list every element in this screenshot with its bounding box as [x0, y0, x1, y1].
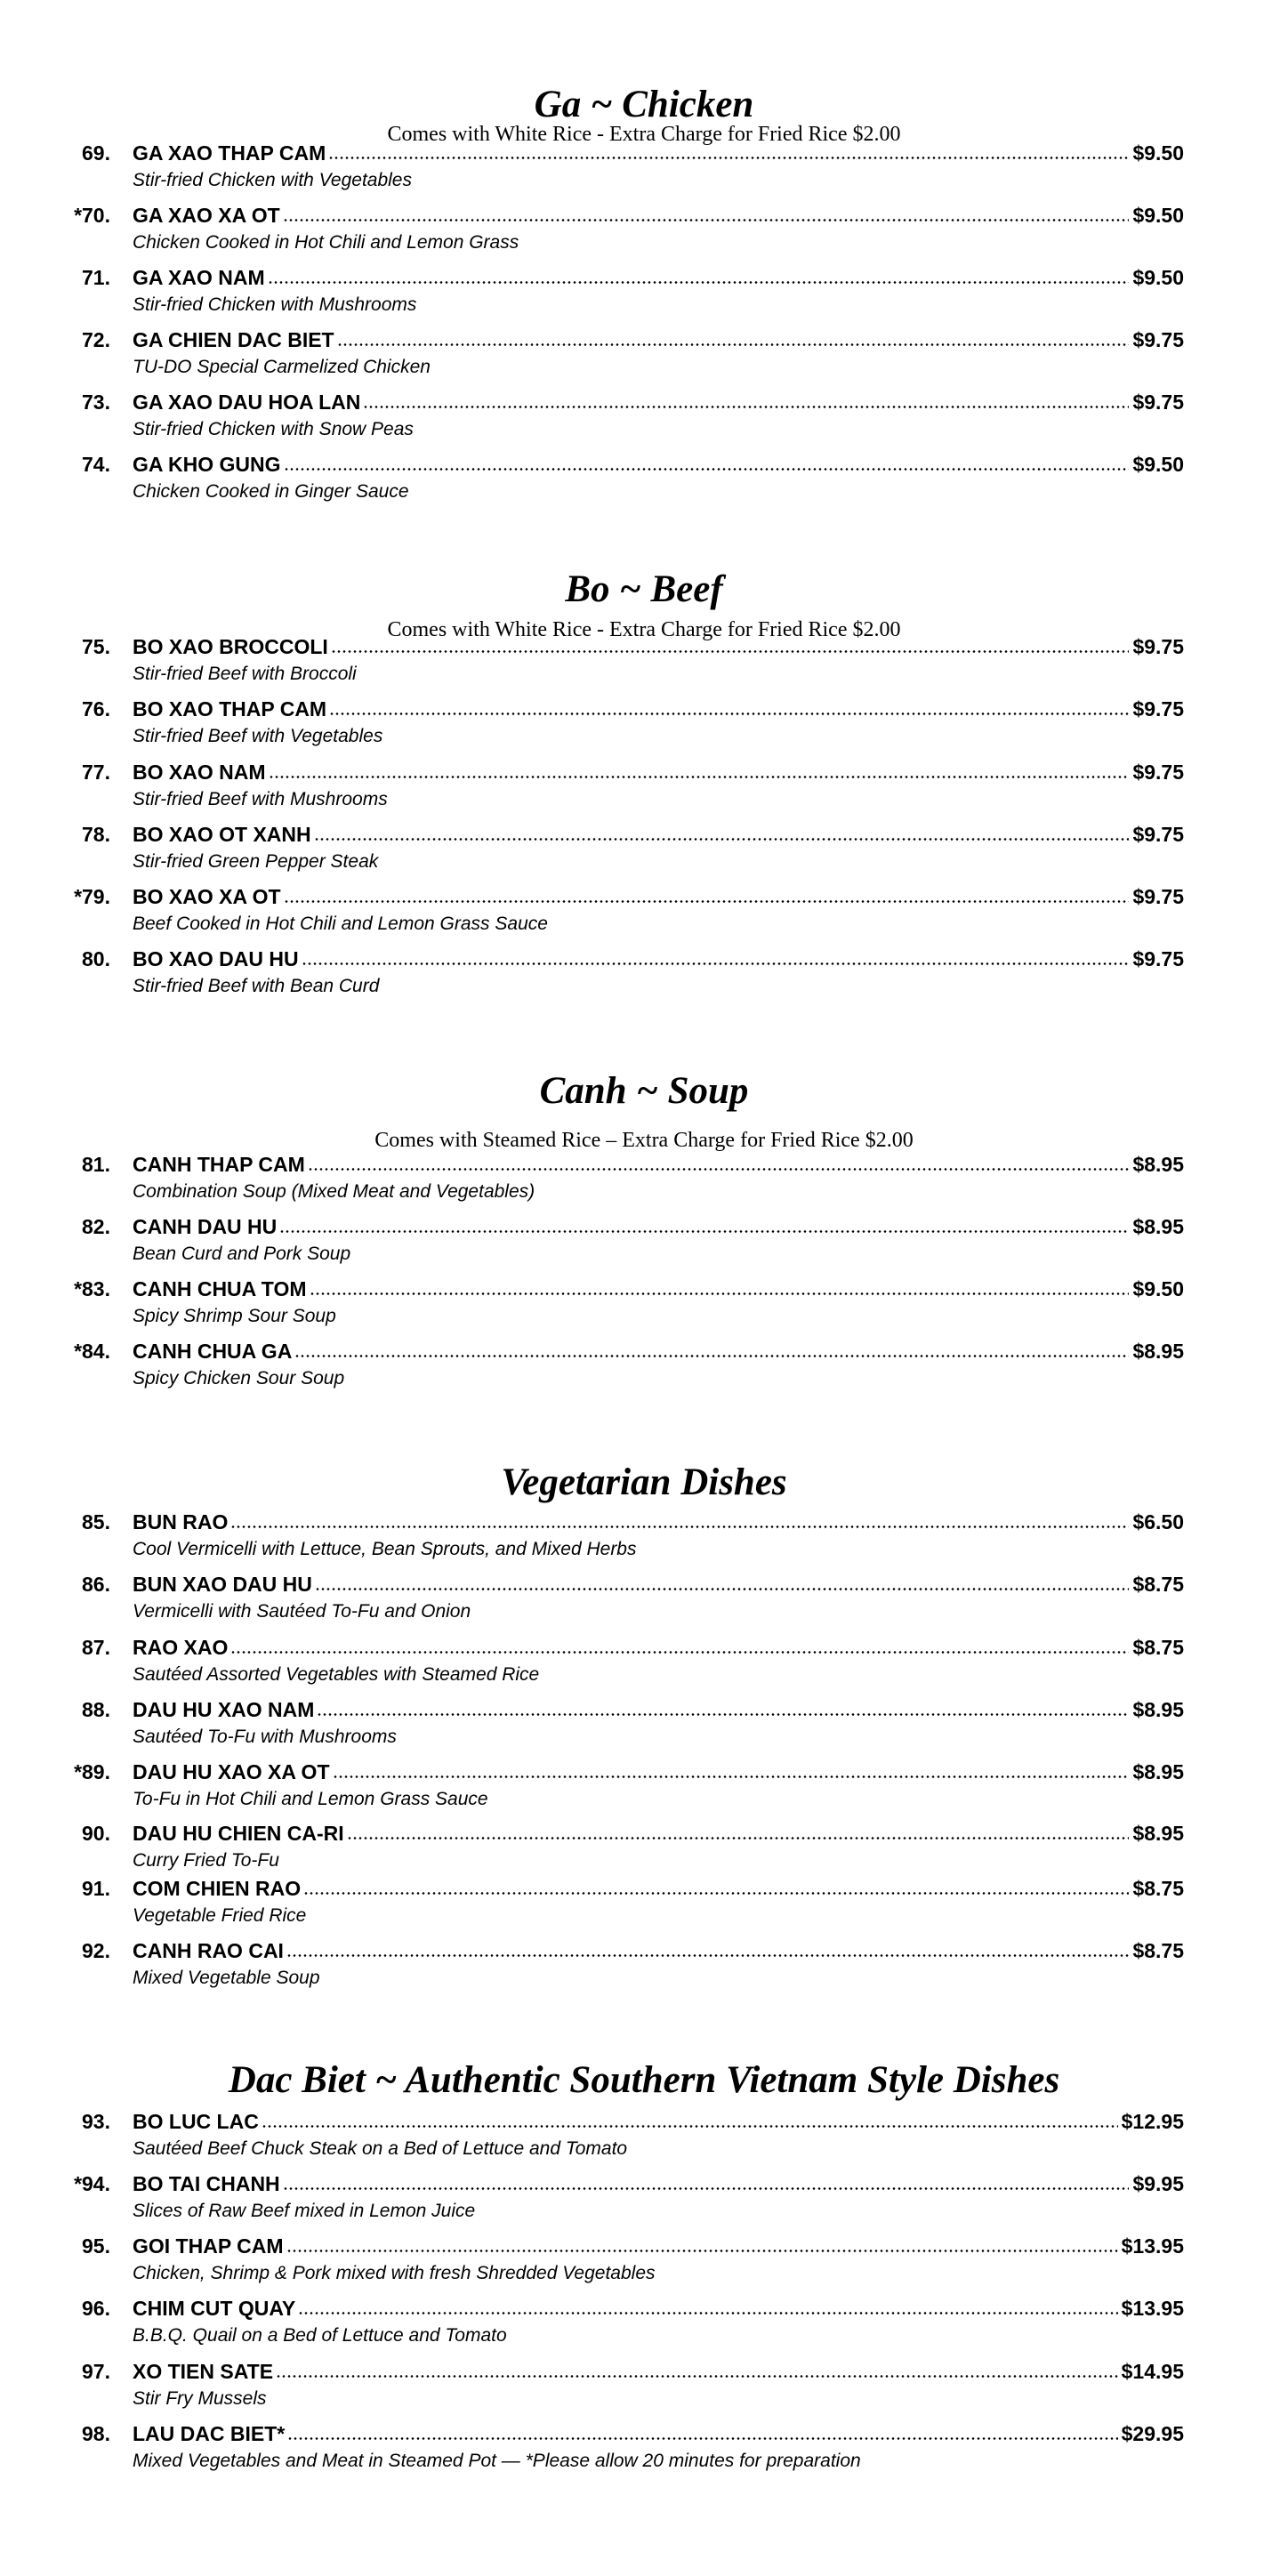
menu-item: [0, 1823, 1288, 1877]
item-line: [133, 1279, 1184, 1300]
item-description: Stir-fried Beef with Bean Curd: [133, 975, 380, 996]
menu-item: [0, 205, 1288, 259]
item-line: [133, 1823, 1184, 1844]
item-line: [133, 762, 1184, 783]
item-name: DAU HU XAO XA OT: [133, 1760, 330, 1784]
dotted-leader: [276, 2375, 1118, 2378]
item-line: [133, 2236, 1184, 2257]
item-description: Sautéed To-Fu with Mushrooms: [133, 1726, 397, 1747]
item-name: XO TIEN SATE: [133, 2360, 274, 2384]
item-price: $9.50: [1132, 141, 1184, 165]
item-description: Spicy Shrimp Sour Soup: [133, 1305, 336, 1326]
item-name: BO XAO NAM: [133, 761, 266, 785]
menu-item: [0, 1762, 1288, 1815]
item-line: [133, 1638, 1184, 1658]
item-number: 71.: [82, 266, 110, 290]
item-price: $8.75: [1132, 1636, 1184, 1660]
menu-item: [0, 143, 1288, 197]
menu-item: [0, 887, 1288, 940]
item-price: $9.50: [1132, 1277, 1184, 1301]
item-line: [133, 1700, 1184, 1720]
item-price: $8.75: [1132, 1939, 1184, 1963]
item-number: 78.: [82, 823, 110, 847]
item-line: [133, 2298, 1184, 2319]
item-description: Cool Vermicelli with Lettuce, Bean Sprouts, and Mixed Herbs: [133, 1538, 637, 1559]
item-name: GA XAO XA OT: [133, 204, 280, 228]
item-price: $29.95: [1121, 2422, 1184, 2446]
item-number: 75.: [82, 635, 110, 659]
menu-item: [0, 2112, 1288, 2165]
item-price: $9.75: [1132, 635, 1184, 659]
item-name: BO LUC LAC: [133, 2110, 259, 2134]
item-number: 86.: [82, 1573, 110, 1597]
item-description: Slices of Raw Beef mixed in Lemon Juice: [133, 2200, 476, 2221]
item-name: CANH THAP CAM: [133, 1153, 305, 1177]
item-name: COM CHIEN RAO: [133, 1877, 302, 1901]
item-description: Curry Fried To-Fu: [133, 1849, 279, 1871]
dotted-leader: [337, 343, 1130, 346]
item-description: Stir-fried Beef with Mushrooms: [133, 788, 388, 809]
menu-item: [0, 1638, 1288, 1691]
item-number: 77.: [82, 761, 110, 785]
item-line: [133, 143, 1184, 164]
item-price: $8.95: [1132, 1340, 1184, 1364]
item-number: *79.: [74, 885, 110, 909]
item-description: Stir-fried Green Pepper Steak: [133, 850, 379, 872]
menu-item: [0, 762, 1288, 816]
dotted-leader: [283, 2187, 1130, 2190]
dotted-leader: [308, 1168, 1130, 1171]
item-description: Spicy Chicken Sour Soup: [133, 1367, 345, 1389]
item-description: Chicken Cooked in Ginger Sauce: [133, 480, 409, 502]
item-description: Mixed Vegetables and Meat in Steamed Pot — *Please allow 20 minutes for preparation: [133, 2450, 861, 2471]
dotted-leader: [230, 1651, 1129, 1654]
item-description: To-Fu in Hot Chili and Lemon Grass Sauce: [133, 1788, 488, 1809]
dotted-leader: [283, 219, 1130, 221]
item-price: $12.95: [1121, 2110, 1184, 2134]
item-description: Vermicelli with Sautéed To-Fu and Onion: [133, 1600, 471, 1622]
item-number: 91.: [82, 1877, 110, 1901]
item-number: *70.: [74, 204, 110, 228]
dotted-leader: [294, 1355, 1129, 1357]
dotted-leader: [279, 1230, 1129, 1233]
item-number: 87.: [82, 1636, 110, 1660]
item-number: *84.: [74, 1340, 110, 1364]
dotted-leader: [302, 962, 1130, 965]
section-subtitle-beef: Comes with White Rice - Extra Charge for Fried Rice $2.00: [387, 617, 901, 641]
item-line: [133, 1341, 1184, 1362]
dotted-leader: [269, 776, 1130, 778]
dotted-leader: [333, 1775, 1130, 1778]
item-number: 97.: [82, 2360, 110, 2384]
item-line: [133, 268, 1184, 288]
item-number: 82.: [82, 1215, 110, 1239]
item-description: Bean Curd and Pork Soup: [133, 1243, 351, 1264]
item-number: 73.: [82, 390, 110, 415]
item-price: $6.50: [1132, 1510, 1184, 1534]
item-price: $8.95: [1132, 1698, 1184, 1722]
item-description: Chicken, Shrimp & Pork mixed with fresh Shredded Vegetables: [133, 2262, 656, 2283]
item-price: $9.75: [1132, 390, 1184, 415]
item-line: [133, 2112, 1184, 2132]
item-price: $9.95: [1132, 2172, 1184, 2196]
item-price: $8.95: [1132, 1760, 1184, 1784]
item-name: BUN RAO: [133, 1510, 229, 1534]
item-description: Stir-fried Chicken with Vegetables: [133, 169, 412, 190]
item-number: 92.: [82, 1939, 110, 1963]
item-line: [133, 330, 1184, 350]
item-price: $9.75: [1132, 885, 1184, 909]
dotted-leader: [286, 1954, 1129, 1957]
item-description: B.B.Q. Quail on a Bed of Lettuce and Tomato: [133, 2324, 507, 2346]
item-name: BO TAI CHANH: [133, 2172, 280, 2196]
item-description: Combination Soup (Mixed Meat and Vegetables): [133, 1180, 535, 1202]
item-price: $13.95: [1121, 2297, 1184, 2321]
item-line: [133, 949, 1184, 970]
item-number: 98.: [82, 2422, 110, 2446]
item-number: *94.: [74, 2172, 110, 2196]
item-number: *83.: [74, 1277, 110, 1301]
item-price: $8.95: [1132, 1822, 1184, 1846]
dotted-leader: [310, 1292, 1130, 1295]
item-name: GA CHIEN DAC BIET: [133, 328, 334, 352]
dotted-leader: [329, 712, 1129, 715]
item-number: 93.: [82, 2110, 110, 2134]
item-price: $9.75: [1132, 947, 1184, 971]
item-name: CANH RAO CAI: [133, 1939, 284, 1963]
menu-item: [0, 1879, 1288, 1932]
menu-item: [0, 2236, 1288, 2290]
item-name: GA KHO GUNG: [133, 453, 281, 477]
item-price: $8.75: [1132, 1573, 1184, 1597]
menu-item: [0, 1155, 1288, 1208]
item-description: Stir-fried Beef with Vegetables: [133, 725, 383, 746]
item-name: DAU HU CHIEN CA-RI: [133, 1822, 344, 1846]
menu-item: [0, 2362, 1288, 2415]
item-number: 69.: [82, 141, 110, 165]
item-line: [133, 205, 1184, 226]
item-line: [133, 699, 1184, 720]
item-price: $13.95: [1121, 2234, 1184, 2258]
dotted-leader: [298, 2312, 1117, 2314]
dotted-leader: [303, 1892, 1129, 1895]
menu-item: [0, 2424, 1288, 2477]
menu-item: [0, 1279, 1288, 1332]
item-price: $9.50: [1132, 204, 1184, 228]
item-number: 96.: [82, 2297, 110, 2321]
menu-item: [0, 1574, 1288, 1628]
item-description: Sautéed Beef Chuck Steak on a Bed of Lettuce and Tomato: [133, 2137, 628, 2159]
section-subtitle-chicken: Comes with White Rice - Extra Charge for Fried Rice $2.00: [387, 122, 901, 146]
item-description: Beef Cooked in Hot Chili and Lemon Grass Sauce: [133, 913, 548, 934]
menu-item: [0, 699, 1288, 753]
menu-item: [0, 392, 1288, 446]
menu-item: [0, 1341, 1288, 1395]
item-line: [133, 637, 1184, 657]
item-name: GA XAO THAP CAM: [133, 141, 326, 165]
item-description: Chicken Cooked in Hot Chili and Lemon Grass: [133, 231, 519, 253]
menu-item: [0, 949, 1288, 1002]
dotted-leader: [286, 2250, 1118, 2252]
dotted-leader: [328, 157, 1129, 159]
item-line: [133, 2424, 1184, 2444]
dotted-leader: [363, 406, 1129, 408]
item-name: BO XAO XA OT: [133, 885, 281, 909]
item-name: CANH CHUA TOM: [133, 1277, 307, 1301]
item-number: 74.: [82, 453, 110, 477]
item-name: BUN XAO DAU HU: [133, 1573, 312, 1597]
item-line: [133, 392, 1184, 413]
item-description: Stir-fried Chicken with Mushrooms: [133, 294, 417, 315]
item-number: *89.: [74, 1760, 110, 1784]
menu-item: [0, 2174, 1288, 2227]
item-number: 72.: [82, 328, 110, 352]
item-number: 76.: [82, 697, 110, 721]
item-price: $9.50: [1132, 453, 1184, 477]
item-number: 90.: [82, 1822, 110, 1846]
item-name: BO XAO THAP CAM: [133, 697, 327, 721]
section-title-beef: Bo ~ Beef: [565, 568, 723, 610]
item-name: BO XAO BROCCOLI: [133, 635, 328, 659]
item-line: [133, 1574, 1184, 1595]
menu-item: [0, 2298, 1288, 2352]
item-price: $9.75: [1132, 697, 1184, 721]
item-name: CANH DAU HU: [133, 1215, 278, 1239]
menu-item: [0, 1217, 1288, 1270]
item-line: [133, 887, 1184, 907]
item-line: [133, 2362, 1184, 2382]
menu-item: [0, 268, 1288, 321]
item-line: [133, 1879, 1184, 1899]
item-name: BO XAO OT XANH: [133, 823, 311, 847]
item-name: GA XAO DAU HOA LAN: [133, 390, 361, 415]
item-price: $8.95: [1132, 1153, 1184, 1177]
dotted-leader: [287, 2437, 1117, 2440]
section-title-soup: Canh ~ Soup: [539, 1069, 749, 1112]
item-name: RAO XAO: [133, 1636, 229, 1660]
item-price: $9.75: [1132, 761, 1184, 785]
item-name: GOI THAP CAM: [133, 2234, 284, 2258]
item-description: TU-DO Special Carmelized Chicken: [133, 356, 431, 377]
item-price: $8.75: [1132, 1877, 1184, 1901]
menu-item: [0, 330, 1288, 383]
item-line: [133, 455, 1184, 475]
item-number: 95.: [82, 2234, 110, 2258]
item-description: Mixed Vegetable Soup: [133, 1967, 320, 1988]
dotted-leader: [314, 838, 1130, 841]
dotted-leader: [317, 1713, 1129, 1716]
item-price: $9.75: [1132, 823, 1184, 847]
item-description: Stir-fried Beef with Broccoli: [133, 663, 357, 684]
item-name: BO XAO DAU HU: [133, 947, 299, 971]
item-line: [133, 1762, 1184, 1783]
item-price: $8.95: [1132, 1215, 1184, 1239]
menu-item: [0, 1941, 1288, 1994]
item-line: [133, 2174, 1184, 2194]
section-title-chicken: Ga ~ Chicken: [534, 83, 754, 125]
item-name: CANH CHUA GA: [133, 1340, 293, 1364]
dotted-leader: [262, 2125, 1118, 2128]
item-price: $14.95: [1121, 2360, 1184, 2384]
item-description: Vegetable Fried Rice: [133, 1904, 307, 1926]
menu-item: [0, 825, 1288, 878]
dotted-leader: [331, 650, 1130, 653]
dotted-leader: [230, 1525, 1129, 1528]
item-line: [133, 1217, 1184, 1237]
dotted-leader: [268, 281, 1130, 284]
menu-item: [0, 1700, 1288, 1753]
item-line: [133, 1941, 1184, 1961]
item-name: CHIM CUT QUAY: [133, 2297, 296, 2321]
dotted-leader: [347, 1837, 1130, 1839]
item-price: $9.50: [1132, 266, 1184, 290]
item-description: Stir-fried Chicken with Snow Peas: [133, 418, 414, 439]
item-number: 88.: [82, 1698, 110, 1722]
item-description: Stir Fry Mussels: [133, 2387, 267, 2409]
menu-item: [0, 637, 1288, 690]
dotted-leader: [284, 900, 1130, 903]
dotted-leader: [284, 468, 1130, 471]
item-line: [133, 1155, 1184, 1175]
section-title-specials: Dac Biet ~ Authentic Southern Vietnam Style Dishes: [228, 2058, 1060, 2101]
item-name: LAU DAC BIET*: [133, 2422, 286, 2446]
item-description: Sautéed Assorted Vegetables with Steamed Rice: [133, 1663, 540, 1685]
section-subtitle-soup: Comes with Steamed Rice – Extra Charge for Fried Rice $2.00: [374, 1128, 914, 1152]
item-price: $9.75: [1132, 328, 1184, 352]
item-number: 80.: [82, 947, 110, 971]
item-line: [133, 825, 1184, 845]
item-number: 81.: [82, 1153, 110, 1177]
dotted-leader: [315, 1588, 1130, 1590]
item-line: [133, 1512, 1184, 1533]
menu-item: [0, 455, 1288, 508]
item-name: GA XAO NAM: [133, 266, 265, 290]
section-title-vegetarian: Vegetarian Dishes: [501, 1461, 787, 1503]
item-name: DAU HU XAO NAM: [133, 1698, 315, 1722]
menu-item: [0, 1512, 1288, 1566]
item-number: 85.: [82, 1510, 110, 1534]
